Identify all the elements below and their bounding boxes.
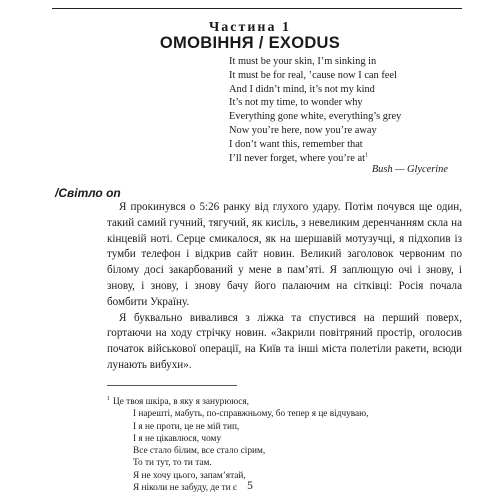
footnote-line: Я не хочу цього, запам’ятай, bbox=[133, 470, 246, 481]
body-text bbox=[107, 200, 462, 374]
footnote-line: І я не проти, це не мій тип, bbox=[133, 421, 240, 432]
page-number: 5 bbox=[247, 480, 253, 492]
footnote-line bbox=[107, 396, 368, 408]
epigraph-line: I don’t want this, remember that bbox=[229, 138, 363, 150]
epigraph-line: It must be your skin, I’m sinking in bbox=[229, 56, 377, 67]
epigraph-attribution: Bush — Glycerine bbox=[371, 164, 448, 175]
epigraph-line-text: I’ll never forget, where you’re at bbox=[229, 152, 365, 164]
top-rule bbox=[52, 8, 462, 9]
epigraph-line: It must be for real, ’cause now I can feel bbox=[229, 69, 397, 81]
footnote-line: Я ніколи не забуду, де ти є bbox=[133, 483, 237, 494]
paragraph: Я буквально вивалився з ліжка та спустився на перший поверх, гортаючи на ходу стрічку новин. «Закрили повітряний простір, оголосив початок військової операції, на Київ та інші міста полетіли ракети, всюди лунають вибухи». bbox=[107, 311, 462, 371]
paragraph: Я прокинувся о 5:26 ранку від глухого удару. Потім почувся ще один, такий самий гучний, тягучий, як кисіль, з невеликим деренчанням скла на кінцевій ноті. Серце смикалося, як на шершавій мотузучці, я підхопив із тумби телефон і відкрив сайт новин. Великий заголовок червоним по білому досі закарбований у мене в пам’яті. Я заплющую очі і знову, і знову, і знову, і знову бачу його палаючим на сітківці: Росія почала бомбити Україну. bbox=[107, 201, 462, 308]
epigraph-line: And I didn’t mind, it’s not my kind bbox=[229, 83, 375, 95]
epigraph-line: Everything gone white, everything’s grey bbox=[229, 111, 402, 123]
epigraph bbox=[229, 55, 401, 165]
part-title: Частина 1 bbox=[209, 20, 291, 35]
footnote-reference[interactable]: 1 bbox=[364, 152, 368, 159]
epigraph-line: Now you’re here, now you’re away bbox=[229, 124, 377, 136]
epigraph-line: It’s not my time, to wonder why bbox=[229, 97, 363, 109]
footnote-line: І нарешті, мабуть, по-справжньому, бо тепер я це відчуваю, bbox=[133, 409, 369, 420]
footnote-line: То ти тут, то ти там. bbox=[133, 458, 212, 469]
section-heading: /Світло on bbox=[55, 186, 121, 200]
chapter-title: ОМОВІННЯ / EXODUS bbox=[159, 34, 341, 52]
footnote-mark: 1 bbox=[107, 395, 110, 402]
footnote-line-text: Це твоя шкіра, в яку я занурююся, bbox=[113, 397, 249, 407]
footnote-line: Все стало білим, все стало сірим, bbox=[133, 446, 266, 457]
footnote-divider bbox=[107, 385, 237, 386]
footnote-line: І я не цікавлюся, чому bbox=[133, 433, 222, 444]
